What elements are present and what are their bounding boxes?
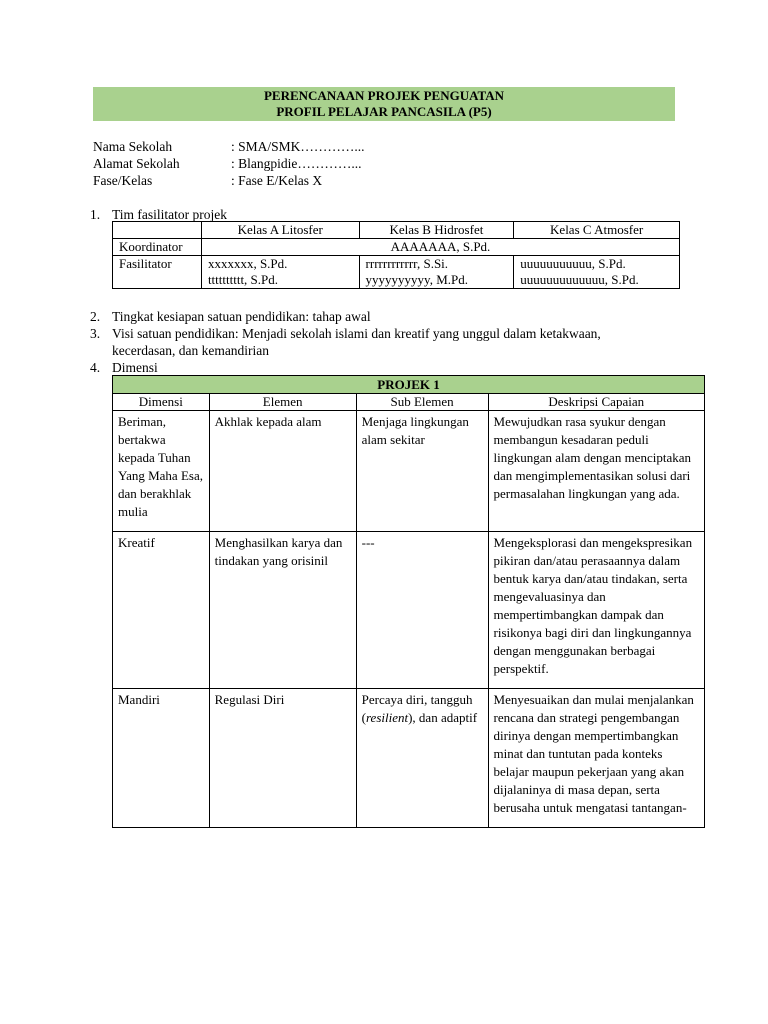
- facilitator-name: tttttttttt, S.Pd.: [207, 272, 279, 287]
- description-cell: Mengeksplorasi dan mengekspresikan pikiran dan/atau perasaannya dalam bentuk karya dan/atau tindakan, serta mengevaluasinya dan mempertimbangkan dampak dan risikonya bagi diri dan lingkungannya dengan menggunakan berbagai perspektif.: [488, 532, 704, 689]
- sub-element-text: Percaya diri, tangguh (: [361, 692, 473, 725]
- table-header-cell: Deskripsi Capaian: [488, 394, 704, 411]
- list-text: Tingkat kesiapan satuan pendidikan: tahap awal: [112, 309, 371, 324]
- coordinator-label: Koordinator: [113, 239, 202, 256]
- info-school-name: [93, 138, 365, 155]
- description-cell: Mewujudkan rasa syukur dengan membangun kesadaran peduli lingkungan alam dengan menciptakan dan mengimplementasikan solusi dari permasalahan lingkungan yang ada.: [488, 411, 704, 532]
- info-phase-class: [93, 172, 322, 189]
- table-header-cell: Dimensi: [113, 394, 210, 411]
- list-item-readiness: [90, 308, 371, 325]
- dimension-cell: Beriman, bertakwa kepada Tuhan Yang Maha Esa, dan berakhlak mulia: [113, 411, 210, 532]
- table-header-cell: Sub Elemen: [356, 394, 488, 411]
- facilitator-cell-c: [514, 256, 680, 289]
- list-item-vision-continued: kecerdasan, dan kemandirian: [112, 343, 270, 358]
- table-row: [113, 411, 705, 532]
- info-value: : Fase E/Kelas X: [231, 173, 323, 188]
- info-value: : SMA/SMK…………...: [231, 139, 365, 154]
- table-header-row: [113, 394, 705, 411]
- description-cell: Menyesuaikan dan mulai menjalankan rencana dan strategi pengembangan dirinya dengan mempertimbangkan minat dan tuntutan pada konteks belajar maupun pekerjaan yang akan dijalaninya di masa depan, serta berusaha untuk mengatasi tantangan-: [488, 689, 704, 828]
- list-text: Dimensi: [112, 360, 158, 375]
- info-school-address: [93, 155, 362, 172]
- facilitator-cell-a: [201, 256, 359, 289]
- dimension-cell: Mandiri: [113, 689, 210, 828]
- list-number: 4.: [90, 360, 101, 375]
- list-item-vision: [90, 325, 601, 342]
- table-header-cell: Elemen: [209, 394, 356, 411]
- sub-element-text: ), dan adaptif: [408, 710, 478, 725]
- sub-element-cell: ---: [356, 532, 488, 689]
- project-table: [112, 375, 705, 828]
- list-text: Tim fasilitator projek: [112, 207, 227, 222]
- facilitator-name: rrrrrrrrrrrr, S.Si.: [365, 256, 449, 271]
- table-header-row: [113, 222, 680, 239]
- facilitator-table: [112, 221, 680, 289]
- facilitator-name: uuuuuuuuuuu, S.Pd.: [520, 256, 626, 271]
- coordinator-value: AAAAAAA, S.Pd.: [201, 239, 679, 256]
- facilitator-name: uuuuuuuuuuuuu, S.Pd.: [520, 272, 639, 287]
- title-line-1: PERENCANAAN PROJEK PENGUATAN: [263, 88, 505, 103]
- info-label: Fase/Kelas: [93, 173, 153, 188]
- info-label: Nama Sekolah: [93, 139, 173, 154]
- project-title: PROJEK 1: [113, 376, 705, 394]
- facilitator-name: yyyyyyyyyy, M.Pd.: [365, 272, 468, 287]
- element-cell: Menghasilkan karya dan tindakan yang orisinil: [209, 532, 356, 689]
- list-number: 1.: [90, 207, 101, 222]
- info-label: Alamat Sekolah: [93, 156, 180, 171]
- table-header-cell: [113, 222, 202, 239]
- table-row-facilitators: [113, 256, 680, 289]
- element-cell: Regulasi Diri: [209, 689, 356, 828]
- facilitator-cell-b: [359, 256, 514, 289]
- sub-element-italic: resilient: [365, 710, 409, 725]
- project-title-row: [113, 376, 705, 394]
- dimension-cell: Kreatif: [113, 532, 210, 689]
- table-row: [113, 689, 705, 828]
- facilitator-name: xxxxxxx, S.Pd.: [207, 256, 288, 271]
- info-value: : Blangpidie…………...: [231, 156, 362, 171]
- list-number: 2.: [90, 309, 101, 324]
- element-cell: Akhlak kepada alam: [209, 411, 356, 532]
- sub-element-cell: [356, 689, 488, 828]
- sub-element-cell: Menjaga lingkungan alam sekitar: [356, 411, 488, 532]
- title-line-2: PROFIL PELAJAR PANCASILA (P5): [276, 104, 492, 119]
- table-header-cell: Kelas C Atmosfer: [514, 222, 680, 239]
- document-title: [93, 87, 675, 121]
- list-item-dimension: [90, 359, 158, 376]
- table-header-cell: Kelas B Hidrosfet: [359, 222, 514, 239]
- table-row: [113, 532, 705, 689]
- list-text: Visi satuan pendidikan: Menjadi sekolah islami dan kreatif yang unggul dalam ketakwaan,: [112, 326, 601, 341]
- table-header-cell: Kelas A Litosfer: [201, 222, 359, 239]
- list-number: 3.: [90, 326, 101, 341]
- table-row-coordinator: [113, 239, 680, 256]
- facilitator-label: Fasilitator: [113, 256, 202, 289]
- list-item-facilitator-team: [90, 206, 227, 223]
